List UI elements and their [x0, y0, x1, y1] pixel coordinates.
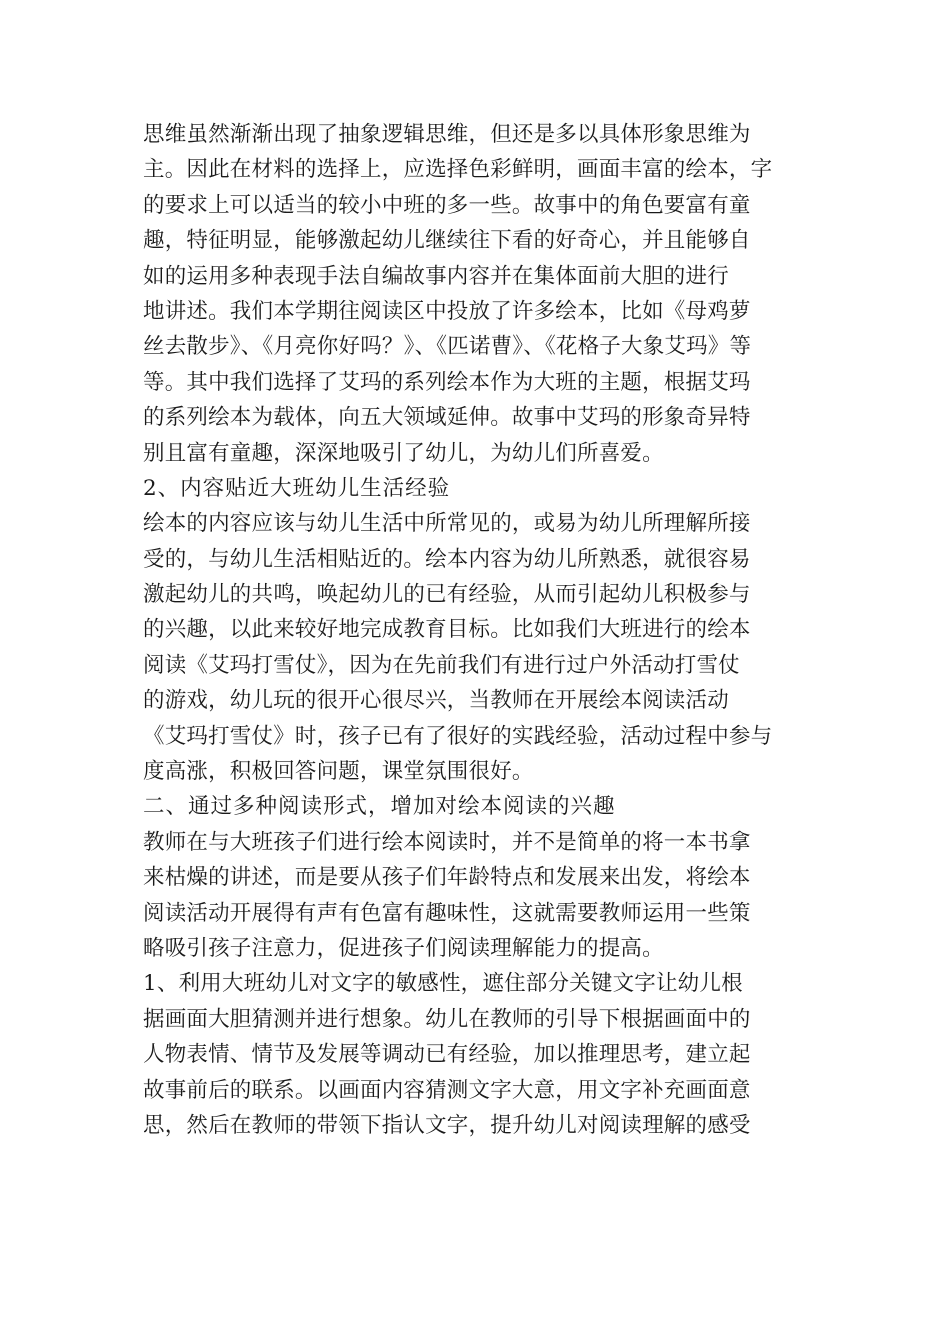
text-line: 阅读活动开展得有声有色富有趣味性，这就需要教师运用一些策: [143, 900, 751, 926]
section-heading: 二、通过多种阅读形式，增加对绘本阅读的兴趣: [143, 794, 616, 820]
text-line: 阅读《艾玛打雪仗》，因为在先前我们有进行过户外活动打雪仗: [143, 652, 740, 678]
text-line: 思维虽然渐渐出现了抽象逻辑思维，但还是多以具体形象思维为: [143, 122, 751, 147]
text-line: 等。其中我们选择了艾玛的系列绘本作为大班的主题，根据艾玛: [143, 369, 751, 395]
text-line: 主。因此在材料的选择上，应选择色彩鲜明，画面丰富的绘本，字: [143, 157, 773, 183]
text-line: 度高涨，积极回答问题，课堂氛围很好。: [143, 759, 534, 785]
text-line: 略吸引孩子注意力，促进孩子们阅读理解能力的提高。: [143, 935, 664, 961]
text-line: 趣，特征明显，能够激起幼儿继续往下看的好奇心，并且能够自: [143, 228, 751, 254]
text-line: 绘本的内容应该与幼儿生活中所常见的，或易为幼儿所理解所接: [143, 511, 751, 537]
text-line: 的游戏，幼儿玩的很开心很尽兴，当教师在开展绘本阅读活动: [143, 688, 729, 714]
text-line: 教师在与大班孩子们进行绘本阅读时，并不是简单的将一本书拿: [143, 829, 751, 855]
text-line: 思，然后在教师的带领下指认文字，提升幼儿对阅读理解的感受: [143, 1112, 751, 1138]
text-line: 人物表情、情节及发展等调动已有经验，加以推理思考，建立起: [143, 1042, 751, 1068]
text-line: 别且富有童趣，深深地吸引了幼儿，为幼儿们所喜爱。: [143, 440, 664, 466]
text-line: 据画面大胆猜测并进行想象。幼儿在教师的引导下根据画面中的: [143, 1006, 751, 1032]
text-line: 的系列绘本为载体，向五大领域延伸。故事中艾玛的形象奇异特: [143, 405, 751, 431]
text-line: 受的，与幼儿生活相贴近的。绘本内容为幼儿所熟悉，就很容易: [143, 546, 751, 572]
text-line: 地讲述。我们本学期往阅读区中投放了许多绘本，比如《母鸡萝: [143, 298, 751, 324]
section-heading: 2、内容贴近大班幼儿生活经验: [143, 475, 451, 501]
text-line: 如的运用多种表现手法自编故事内容并在集体面前大胆的进行: [143, 263, 729, 289]
text-line: 的兴趣，以此来较好地完成教育目标。比如我们大班进行的绘本: [143, 617, 751, 643]
text-line: 1、利用大班幼儿对文字的敏感性，遮住部分关键文字让幼儿根: [143, 971, 743, 997]
text-line: 的要求上可以适当的较小中班的多一些。故事中的角色要富有童: [143, 192, 751, 218]
document-body-text: [143, 117, 813, 1143]
text-line: 激起幼儿的共鸣，唤起幼儿的已有经验，从而引起幼儿积极参与: [143, 582, 751, 608]
text-line: 《艾玛打雪仗》时，孩子已有了很好的实践经验，活动过程中参与: [143, 723, 773, 749]
text-line: 故事前后的联系。以画面内容猜测文字大意，用文字补充画面意: [143, 1077, 751, 1103]
text-line: 丝去散步》、《月亮你好吗？》、《匹诺曹》、《花格子大象艾玛》等: [143, 334, 752, 360]
text-line: 来枯燥的讲述，而是要从孩子们年龄特点和发展来出发，将绘本: [143, 865, 751, 891]
